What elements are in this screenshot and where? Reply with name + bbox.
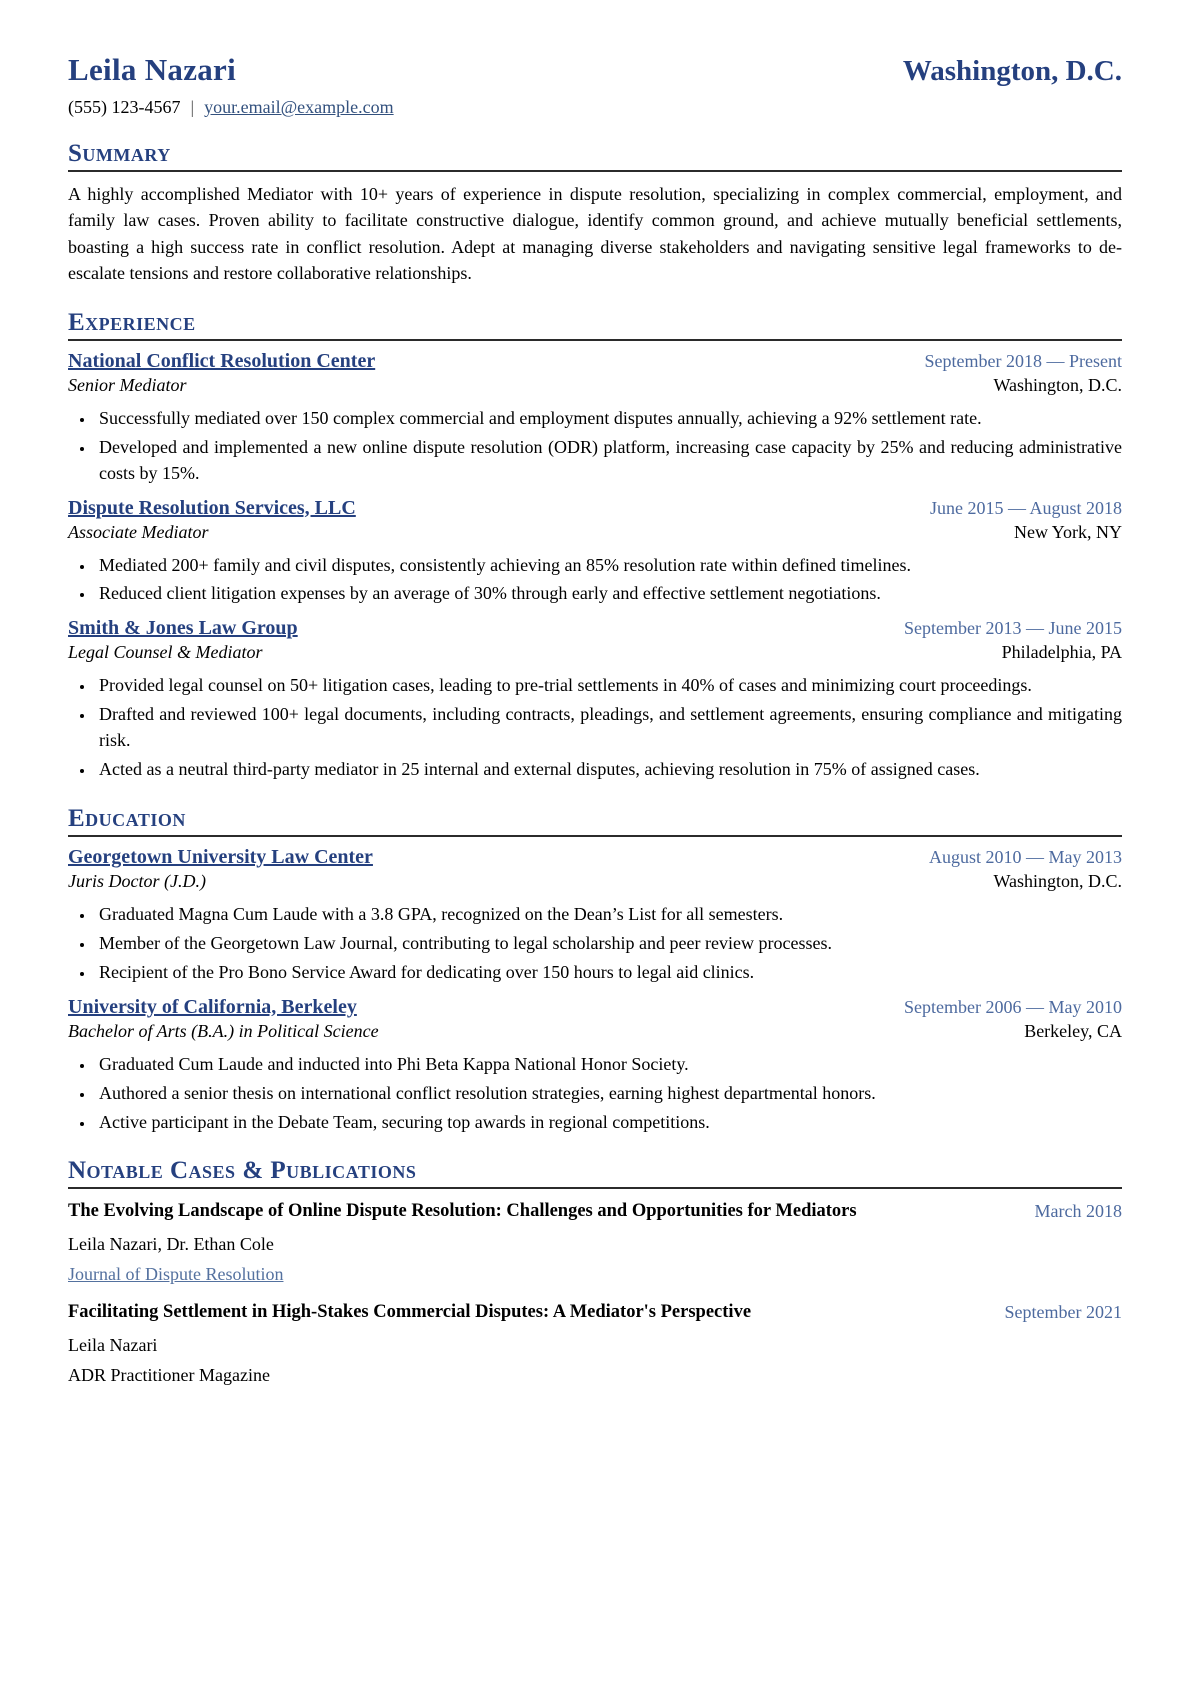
degree: Juris Doctor (J.D.) (68, 870, 206, 891)
publication-title: Facilitating Settlement in High-Stakes Commercial Disputes: A Mediator's Perspective (68, 1302, 752, 1323)
job-title: Associate Mediator (68, 521, 209, 542)
contact-row (68, 97, 1122, 118)
bullet-item: • Graduated Magna Cum Laude with a 3.8 GPA, recognized on the Dean’s List for all semesters. (95, 902, 1122, 928)
degree: Bachelor of Arts (B.A.) in Political Science (68, 1020, 379, 1041)
bullet-item: • Provided legal counsel on 50+ litigation cases, leading to pre-trial settlements in 40% of cases and minimizing court proceedings. (95, 673, 1122, 699)
experience-entry (68, 350, 1122, 487)
publication-title-row (68, 1198, 1122, 1225)
school-link[interactable]: Georgetown University Law Center (68, 845, 373, 868)
school-location: Washington, D.C. (993, 870, 1122, 891)
publication-title: The Evolving Landscape of Online Dispute Resolution: Challenges and Opportunities for Mediators (68, 1201, 857, 1222)
publication-item (68, 1299, 1122, 1386)
summary-section-title: Summary (68, 140, 1122, 172)
bullet-item: • Reduced client litigation expenses by an average of 30% through early and effective settlement negotiations. (95, 581, 1122, 607)
publication-authors: Leila Nazari (68, 1335, 158, 1356)
bullet-list (68, 406, 1122, 487)
contact-separator: | (190, 97, 195, 117)
section-experience (68, 309, 1122, 783)
school-location: Berkeley, CA (1024, 1020, 1122, 1041)
bullet-item: • Graduated Cum Laude and inducted into Phi Beta Kappa National Honor Society. (95, 1052, 1122, 1078)
entry-dates: September 2013 — June 2015 (904, 618, 1122, 639)
education-entry (68, 996, 1122, 1136)
entry-dates: September 2018 — Present (924, 350, 1122, 371)
bullet-item: • Developed and implemented a new online dispute resolution (ODR) platform, increasing case capacity by 25% and reducing administrative costs by 15%. (95, 435, 1122, 487)
education-entry (68, 846, 1122, 986)
publication-date: September 2021 (1004, 1302, 1122, 1323)
publication-title-row (68, 1299, 1122, 1326)
bullet-item: • Successfully mediated over 150 complex commercial and employment disputes annually, achieving a 92% settlement rate. (95, 406, 1122, 432)
summary-text: A highly accomplished Mediator with 10+ years of experience in dispute resolution, specializing in complex commercial, employment, and family law cases. Proven ability to facilitate constructive dialogue, identify common ground, and achieve mutually beneficial settlements, boasting a high success rate in conflict resolution. Adept at managing diverse stakeholders and navigating sensitive legal frameworks to de-escalate tensions and restore collaborative relationships. (68, 184, 1122, 284)
job-location: New York, NY (1013, 521, 1122, 542)
experience-entry (68, 617, 1122, 783)
experience-section-title: Experience (68, 309, 1122, 341)
job-location: Washington, D.C. (993, 374, 1122, 395)
publication-venue-link[interactable]: Journal of Dispute Resolution (68, 1264, 284, 1285)
bullet-list (68, 1052, 1122, 1136)
school-link[interactable]: University of California, Berkeley (68, 995, 357, 1018)
section-summary (68, 140, 1122, 287)
person-location: Washington, D.C. (902, 55, 1122, 87)
job-title: Legal Counsel & Mediator (68, 642, 263, 663)
bullet-item: • Mediated 200+ family and civil disputes, consistently achieving an 85% resolution rate within defined timelines. (95, 553, 1122, 579)
header (68, 52, 1122, 88)
section-publications (68, 1157, 1122, 1386)
company-link[interactable]: National Conflict Resolution Center (68, 349, 376, 372)
publication-authors: Leila Nazari, Dr. Ethan Cole (68, 1234, 274, 1255)
bullet-list (68, 553, 1122, 608)
entry-dates: June 2015 — August 2018 (929, 497, 1122, 518)
education-section-title: Education (68, 805, 1122, 837)
job-location: Philadelphia, PA (1001, 642, 1122, 663)
bullet-item: • Authored a senior thesis on international conflict resolution strategies, earning highest departmental honors. (95, 1081, 1122, 1107)
email-link[interactable]: your.email@example.com (204, 97, 394, 117)
bullet-list (68, 902, 1122, 986)
bullet-item: • Drafted and reviewed 100+ legal documents, including contracts, pleadings, and settlement agreements, ensuring compliance and mitigating risk. (95, 702, 1122, 754)
bullet-list (68, 673, 1122, 783)
bullet-item: • Acted as a neutral third-party mediator in 25 internal and external disputes, achieving resolution in 75% of assigned cases. (95, 757, 1122, 783)
bullet-item: • Active participant in the Debate Team, securing top awards in regional competitions. (95, 1110, 1122, 1136)
bullet-item: • Member of the Georgetown Law Journal, contributing to legal scholarship and peer review processes. (95, 931, 1122, 957)
company-link[interactable]: Smith & Jones Law Group (68, 617, 298, 640)
publication-venue: ADR Practitioner Magazine (68, 1365, 270, 1386)
person-name: Leila Nazari (68, 52, 237, 87)
publication-item (68, 1198, 1122, 1285)
company-link[interactable]: Dispute Resolution Services, LLC (68, 496, 356, 519)
section-education (68, 805, 1122, 1135)
bullet-item: • Recipient of the Pro Bono Service Award for dedicating over 150 hours to legal aid clinics. (95, 960, 1122, 986)
publication-date: March 2018 (1034, 1201, 1122, 1222)
job-title: Senior Mediator (68, 374, 187, 395)
entry-dates: August 2010 — May 2013 (929, 846, 1122, 867)
publications-section-title: Notable Cases & Publications (68, 1157, 1122, 1189)
experience-entry (68, 497, 1122, 608)
entry-dates: September 2006 — May 2010 (904, 996, 1122, 1017)
phone-number: (555) 123-4567 (68, 97, 181, 117)
